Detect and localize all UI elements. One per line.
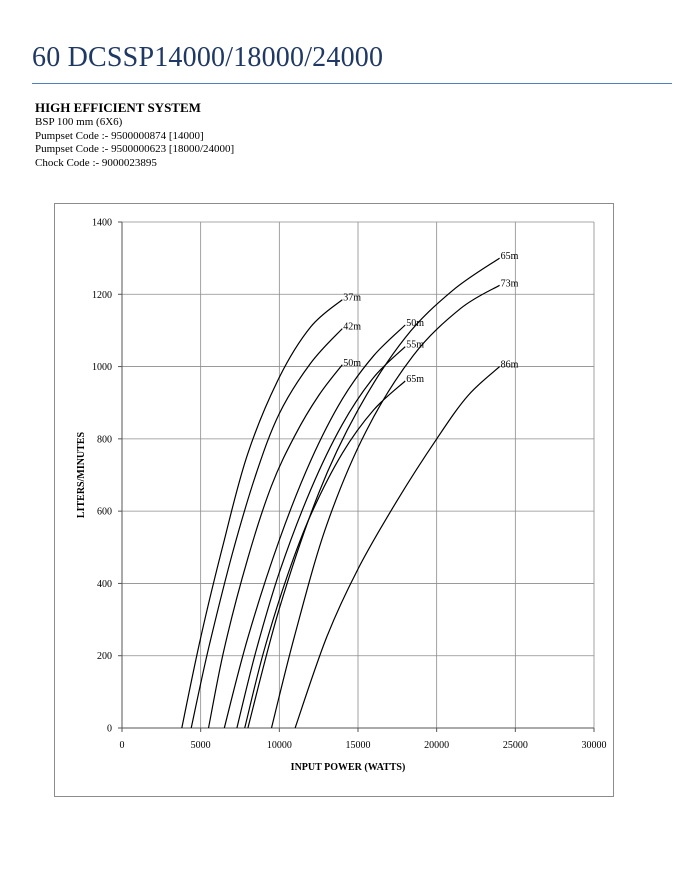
series-curve-7 xyxy=(272,285,500,728)
series-label-4: 55m xyxy=(406,339,424,351)
x-tick-label: 10000 xyxy=(266,740,292,751)
x-tick-label: 15000 xyxy=(345,740,371,751)
x-tick-label: 30000 xyxy=(581,740,607,751)
y-tick-label: 600 xyxy=(97,506,112,518)
x-tick-label: 5000 xyxy=(190,740,211,751)
series-curve-5 xyxy=(245,381,406,728)
series-label-0: 37m xyxy=(343,292,362,304)
spec-line-pumpset-14000: Pumpset Code :- 9500000874 [14000] xyxy=(35,129,204,142)
series-curve-1 xyxy=(191,329,342,728)
series-label-8: 86m xyxy=(500,359,519,371)
spec-line-pumpset-18000-24000: Pumpset Code :- 9500000623 [18000/24000] xyxy=(35,143,235,155)
x-axis-label: INPUT POWER (WATTS) xyxy=(290,762,406,773)
y-tick-label: 800 xyxy=(97,434,112,446)
series-label-6: 65m xyxy=(500,251,519,263)
x-tick-label: 20000 xyxy=(424,740,450,751)
series-label-1: 42m xyxy=(343,321,362,333)
y-tick-label: 200 xyxy=(97,651,112,663)
series-label-3: 50m xyxy=(406,318,424,330)
y-tick-label: 0 xyxy=(107,723,112,735)
y-tick-label: 400 xyxy=(97,578,112,590)
y-tick-label: 1200 xyxy=(92,289,112,301)
series-label-7: 73m xyxy=(500,278,519,290)
series-curve-6 xyxy=(248,258,500,728)
x-tick-label: 0 xyxy=(119,740,125,751)
spec-heading: HIGH EFFICIENT SYSTEM xyxy=(35,100,201,115)
y-axis-label: LITERS/MINUTES xyxy=(76,431,87,519)
x-tick-label: 25000 xyxy=(502,740,528,751)
page-title: 60 DCSSP14000/18000/24000 xyxy=(32,42,384,73)
y-tick-label: 1000 xyxy=(92,362,112,374)
series-curve-8 xyxy=(295,367,500,728)
series-label-2: 50m xyxy=(343,357,362,369)
series-label-5: 65m xyxy=(406,374,424,386)
spec-line-chock-code: Chock Code :- 9000023895 xyxy=(35,156,157,169)
series-curve-2 xyxy=(209,365,343,728)
spec-line-bsp: BSP 100 mm (6X6) xyxy=(35,116,123,128)
y-tick-label: 1400 xyxy=(92,217,112,229)
